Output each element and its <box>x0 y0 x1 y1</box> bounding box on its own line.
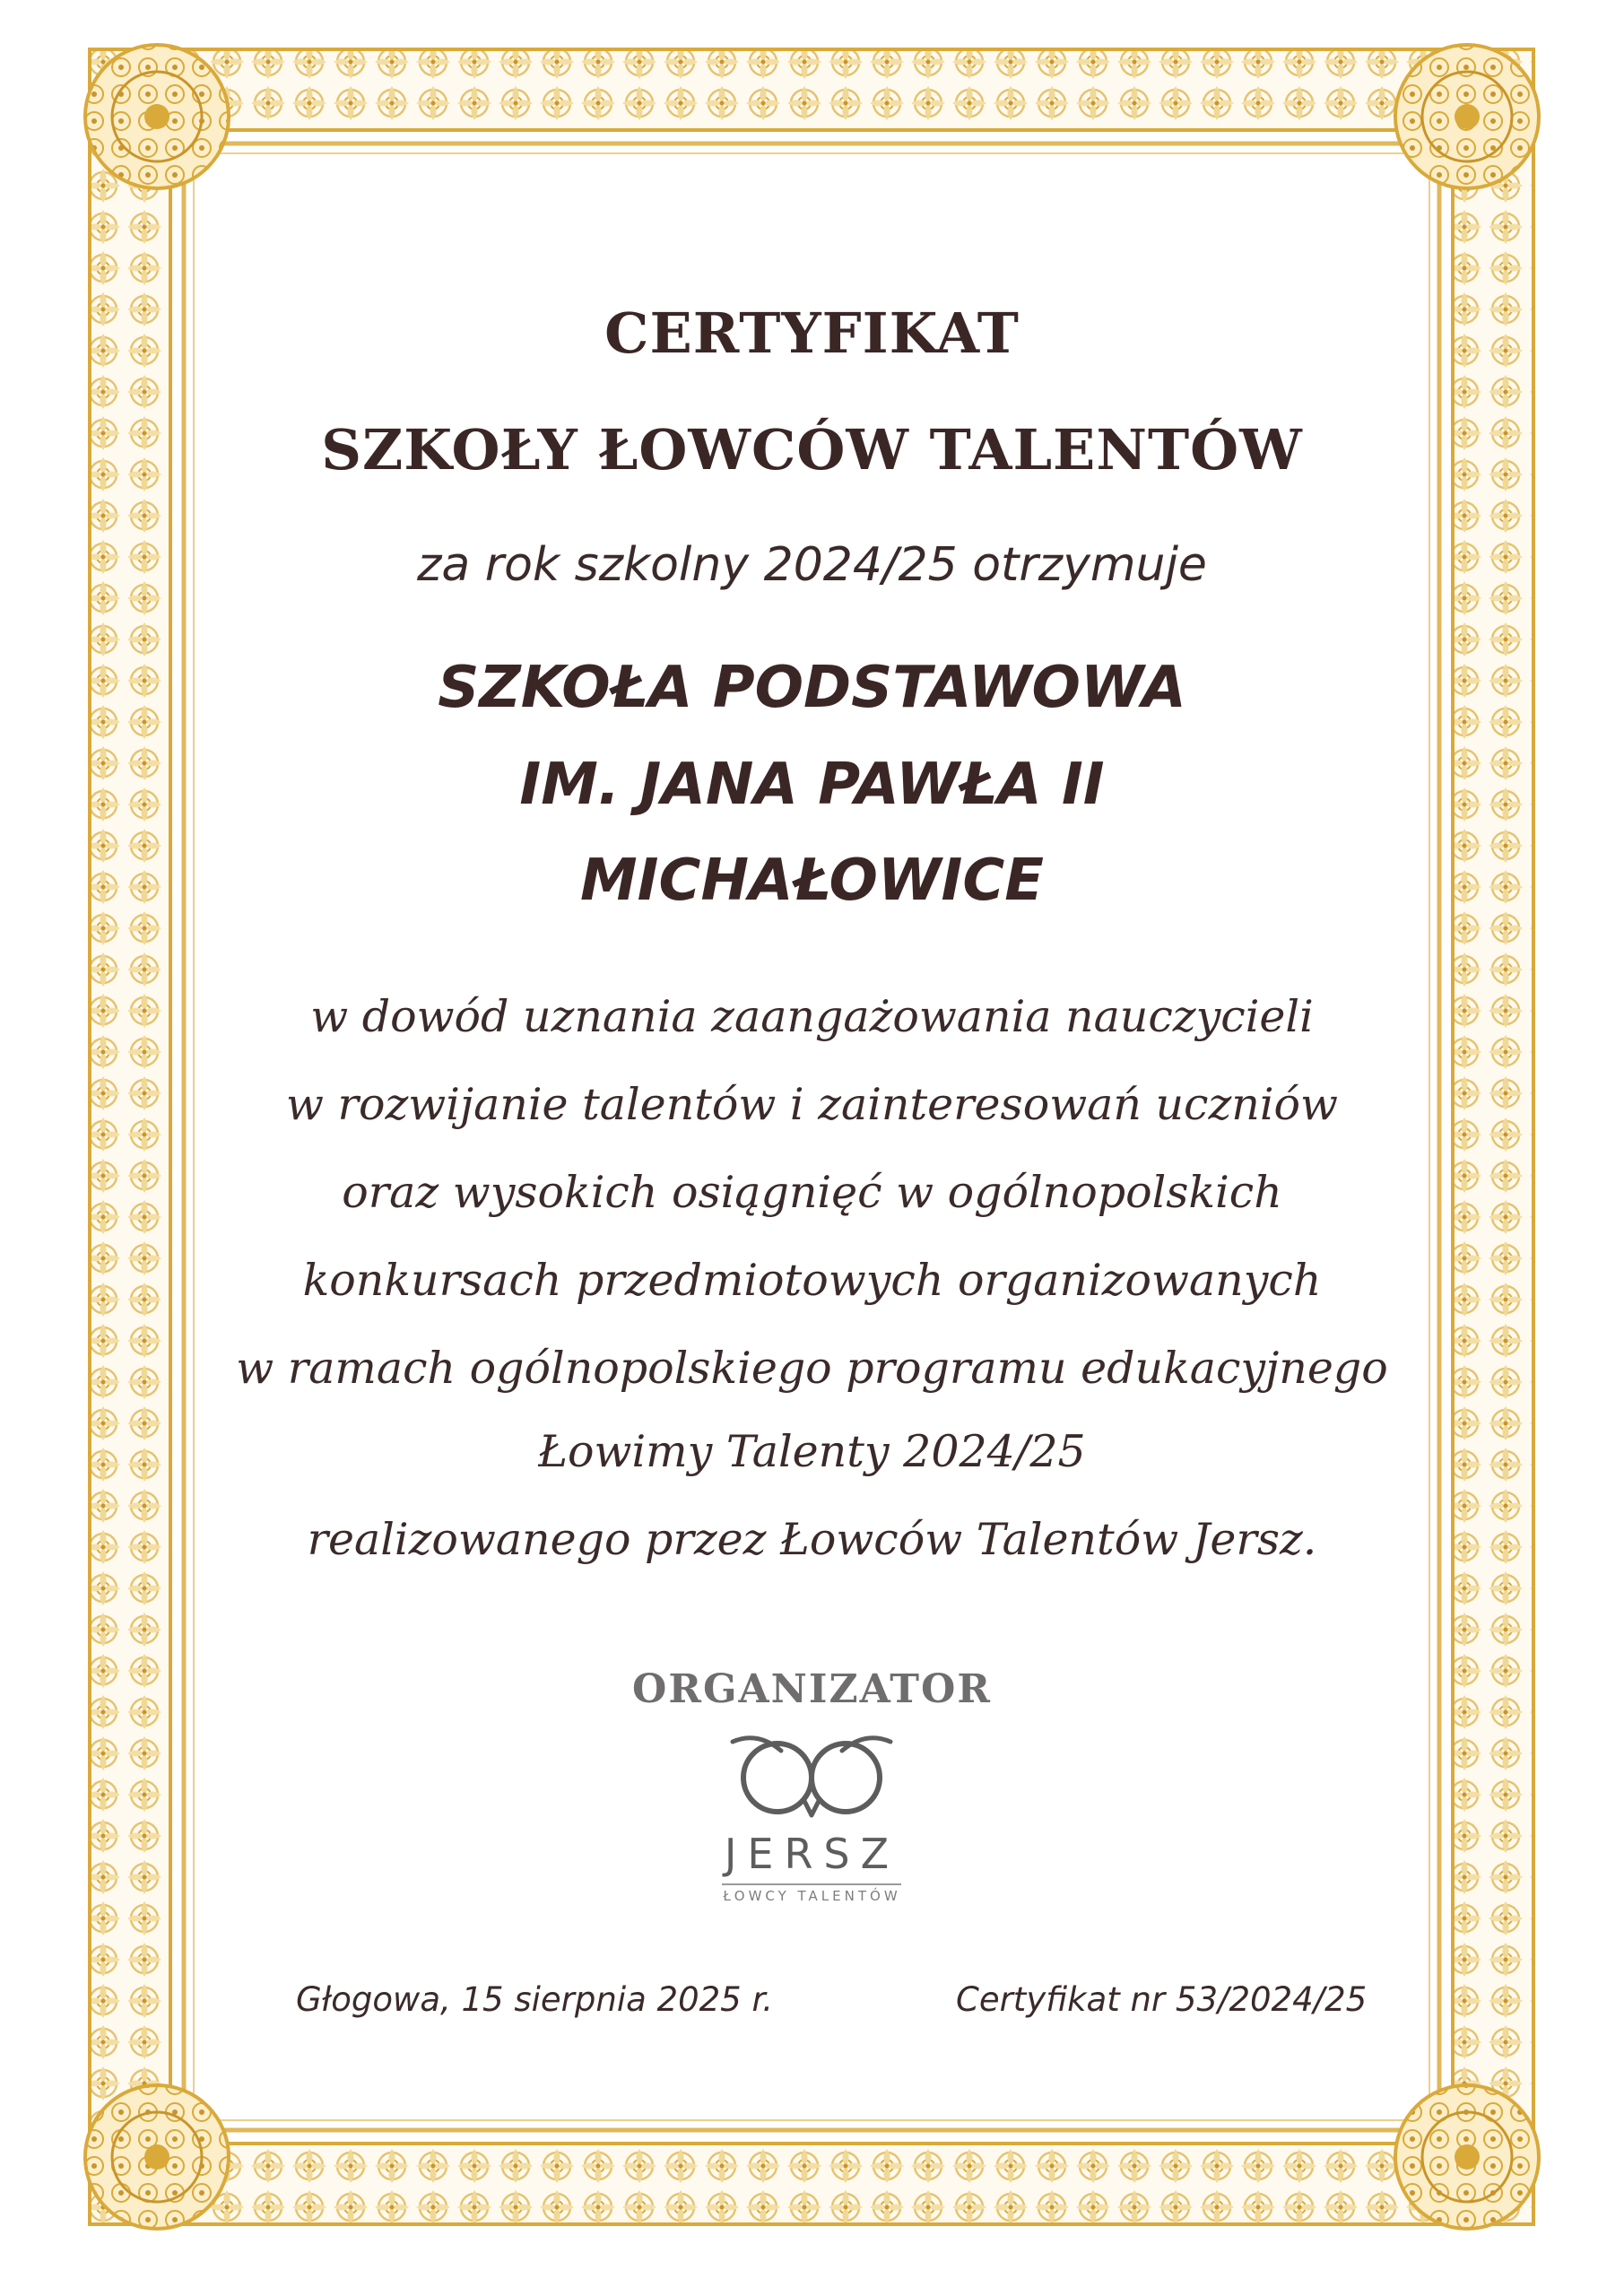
certificate-subtitle-title: SZKOŁY ŁOWCÓW TALENTÓW <box>321 417 1303 483</box>
award-year-line: za rok szkolny 2024/25 otrzymuje <box>417 538 1207 592</box>
certificate-number: Certyfikat nr 53/2024/25 <box>956 1980 1368 2019</box>
body-text-line: w dowód uznania zaangażowania nauczycieli <box>310 991 1314 1042</box>
logo-divider <box>722 1883 901 1885</box>
school-name-line: IM. JANA PAWŁA II <box>519 752 1105 818</box>
corner-ornament <box>1395 45 1539 188</box>
body-text-line: konkursach przedmiotowych organizowanych <box>302 1255 1322 1306</box>
school-name-line: SZKOŁA PODSTAWOWA <box>438 655 1186 721</box>
body-text-line: Łowimy Talenty 2024/25 <box>538 1426 1086 1477</box>
school-name-line: MICHAŁOWICE <box>579 848 1045 914</box>
corner-ornament <box>1395 2085 1539 2229</box>
organizer-logo-name: JERSZ <box>724 1830 900 1878</box>
body-text-line: realizowanego przez Łowców Talentów Jersz. <box>307 1514 1317 1565</box>
body-text-line: oraz wysokich osiągnięć w ogólnopolskich <box>342 1167 1282 1218</box>
organizer-logo-tagline: ŁOWCY TALENTÓW <box>723 1888 901 1904</box>
corner-ornament <box>85 45 229 188</box>
place-and-date: Głogowa, 15 sierpnia 2025 r. <box>296 1980 774 2019</box>
body-text-line: w rozwijanie talentów i zainteresowań uczniów <box>286 1079 1338 1130</box>
organizer-label: ORGANIZATOR <box>632 1666 992 1712</box>
body-text-line: w ramach ogólnopolskiego programu edukacyjnego <box>236 1343 1388 1394</box>
certificate-title: CERTYFIKAT <box>604 300 1020 366</box>
owl-eyes-icon <box>722 1731 901 1821</box>
corner-ornament <box>85 2085 229 2229</box>
